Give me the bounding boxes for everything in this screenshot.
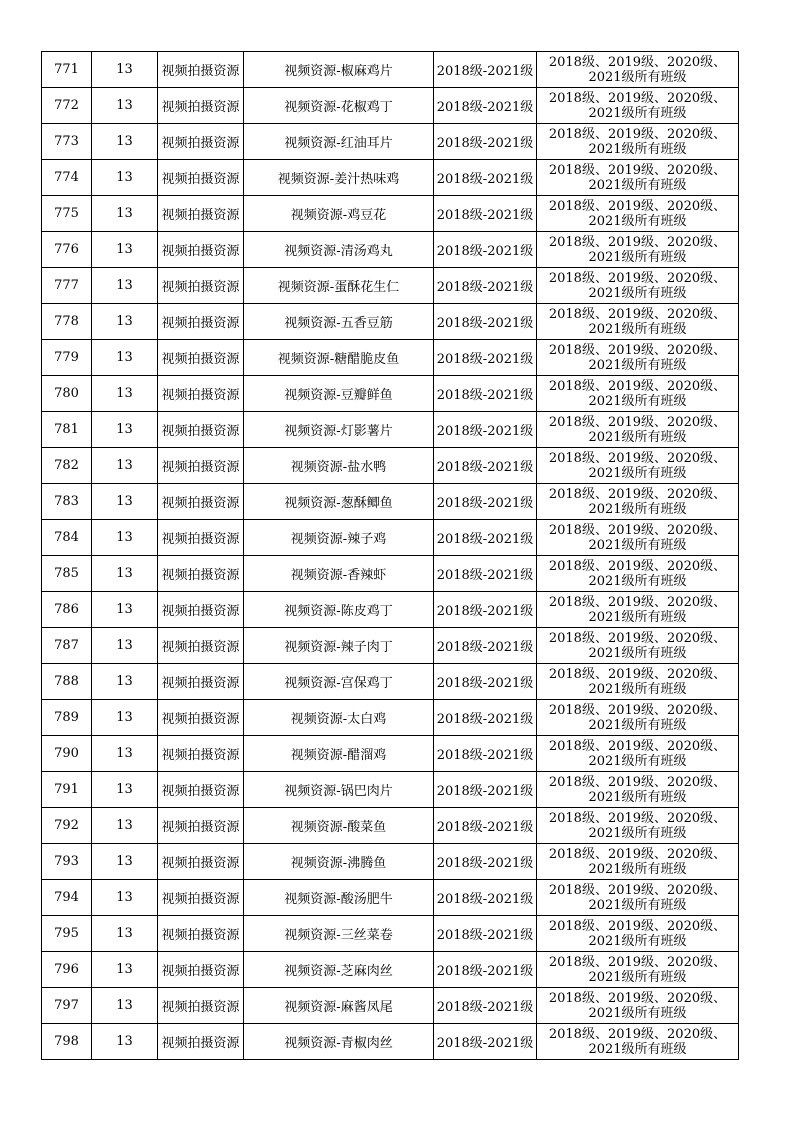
count-cell: 13	[92, 484, 158, 520]
applicable-classes-line-1: 2018级、2019级、2020级、	[548, 630, 727, 646]
applicable-classes-line-1: 2018级、2019级、2020级、	[548, 954, 727, 970]
applicable-classes-cell	[537, 952, 739, 988]
row-number-cell: 781	[42, 412, 92, 448]
count-cell: 13	[92, 448, 158, 484]
table-row	[42, 304, 739, 340]
table-row	[42, 88, 739, 124]
table-row	[42, 1024, 739, 1060]
applicable-classes-line-2: 2021级所有班级	[588, 753, 687, 769]
applicable-classes-line-2: 2021级所有班级	[588, 177, 687, 193]
applicable-classes-line-2: 2021级所有班级	[588, 969, 687, 985]
resource-type-cell: 视频拍摄资源	[158, 412, 244, 448]
resource-type-cell: 视频拍摄资源	[158, 880, 244, 916]
resource-name-cell: 视频资源-红油耳片	[244, 124, 434, 160]
row-number-cell: 779	[42, 340, 92, 376]
resource-name-cell: 视频资源-豆瓣鲜鱼	[244, 376, 434, 412]
resource-name-cell: 视频资源-灯影薯片	[244, 412, 434, 448]
table-row	[42, 772, 739, 808]
grade-range-cell: 2018级-2021级	[434, 340, 537, 376]
row-number-cell: 787	[42, 628, 92, 664]
applicable-classes-line-2: 2021级所有班级	[588, 141, 687, 157]
applicable-classes-cell	[537, 88, 739, 124]
table-row	[42, 232, 739, 268]
count-cell: 13	[92, 556, 158, 592]
applicable-classes-cell	[537, 808, 739, 844]
count-cell: 13	[92, 52, 158, 88]
resource-type-cell: 视频拍摄资源	[158, 376, 244, 412]
grade-range-cell: 2018级-2021级	[434, 160, 537, 196]
applicable-classes-line-2: 2021级所有班级	[588, 933, 687, 949]
resource-type-cell: 视频拍摄资源	[158, 916, 244, 952]
row-number-cell: 783	[42, 484, 92, 520]
resource-type-cell: 视频拍摄资源	[158, 304, 244, 340]
table-row	[42, 916, 739, 952]
grade-range-cell: 2018级-2021级	[434, 88, 537, 124]
applicable-classes-cell	[537, 484, 739, 520]
applicable-classes-line-1: 2018级、2019级、2020级、	[548, 414, 727, 430]
row-number-cell: 792	[42, 808, 92, 844]
resource-name-cell: 视频资源-蛋酥花生仁	[244, 268, 434, 304]
applicable-classes-line-2: 2021级所有班级	[588, 213, 687, 229]
grade-range-cell: 2018级-2021级	[434, 988, 537, 1024]
applicable-classes-cell	[537, 880, 739, 916]
grade-range-cell: 2018级-2021级	[434, 700, 537, 736]
resource-name-cell: 视频资源-五香豆筋	[244, 304, 434, 340]
table-row	[42, 664, 739, 700]
resource-type-cell: 视频拍摄资源	[158, 592, 244, 628]
resource-type-cell: 视频拍摄资源	[158, 1024, 244, 1060]
resource-type-cell: 视频拍摄资源	[158, 556, 244, 592]
applicable-classes-line-1: 2018级、2019级、2020级、	[548, 702, 727, 718]
count-cell: 13	[92, 916, 158, 952]
count-cell: 13	[92, 160, 158, 196]
resource-name-cell: 视频资源-酸汤肥牛	[244, 880, 434, 916]
resource-type-cell: 视频拍摄资源	[158, 160, 244, 196]
applicable-classes-cell	[537, 124, 739, 160]
applicable-classes-line-2: 2021级所有班级	[588, 1005, 687, 1021]
applicable-classes-cell	[537, 772, 739, 808]
resource-type-cell: 视频拍摄资源	[158, 196, 244, 232]
row-number-cell: 794	[42, 880, 92, 916]
resource-name-cell: 视频资源-葱酥鲫鱼	[244, 484, 434, 520]
row-number-cell: 785	[42, 556, 92, 592]
applicable-classes-line-1: 2018级、2019级、2020级、	[548, 918, 727, 934]
row-number-cell: 777	[42, 268, 92, 304]
applicable-classes-line-1: 2018级、2019级、2020级、	[548, 522, 727, 538]
table-body	[42, 52, 739, 1060]
count-cell: 13	[92, 592, 158, 628]
count-cell: 13	[92, 376, 158, 412]
resource-type-cell: 视频拍摄资源	[158, 664, 244, 700]
resource-type-cell: 视频拍摄资源	[158, 808, 244, 844]
applicable-classes-cell	[537, 52, 739, 88]
resource-type-cell: 视频拍摄资源	[158, 628, 244, 664]
table-row	[42, 376, 739, 412]
applicable-classes-line-1: 2018级、2019级、2020级、	[548, 810, 727, 826]
count-cell: 13	[92, 664, 158, 700]
row-number-cell: 789	[42, 700, 92, 736]
resource-type-cell: 视频拍摄资源	[158, 736, 244, 772]
resource-type-cell: 视频拍摄资源	[158, 844, 244, 880]
row-number-cell: 795	[42, 916, 92, 952]
row-number-cell: 771	[42, 52, 92, 88]
applicable-classes-line-1: 2018级、2019级、2020级、	[548, 594, 727, 610]
grade-range-cell: 2018级-2021级	[434, 556, 537, 592]
applicable-classes-line-1: 2018级、2019级、2020级、	[548, 558, 727, 574]
count-cell: 13	[92, 772, 158, 808]
resource-name-cell: 视频资源-盐水鸭	[244, 448, 434, 484]
table-row	[42, 484, 739, 520]
table-row	[42, 592, 739, 628]
applicable-classes-cell	[537, 1024, 739, 1060]
table-row	[42, 808, 739, 844]
applicable-classes-line-2: 2021级所有班级	[588, 393, 687, 409]
grade-range-cell: 2018级-2021级	[434, 952, 537, 988]
applicable-classes-line-2: 2021级所有班级	[588, 1041, 687, 1057]
resource-name-cell: 视频资源-三丝菜卷	[244, 916, 434, 952]
applicable-classes-line-2: 2021级所有班级	[588, 825, 687, 841]
applicable-classes-line-2: 2021级所有班级	[588, 645, 687, 661]
resource-type-cell: 视频拍摄资源	[158, 700, 244, 736]
resource-name-cell: 视频资源-陈皮鸡丁	[244, 592, 434, 628]
applicable-classes-line-2: 2021级所有班级	[588, 465, 687, 481]
row-number-cell: 782	[42, 448, 92, 484]
applicable-classes-cell	[537, 520, 739, 556]
table-row	[42, 952, 739, 988]
table-row	[42, 268, 739, 304]
count-cell: 13	[92, 880, 158, 916]
applicable-classes-line-1: 2018级、2019级、2020级、	[548, 882, 727, 898]
applicable-classes-line-2: 2021级所有班级	[588, 717, 687, 733]
resource-type-cell: 视频拍摄资源	[158, 232, 244, 268]
applicable-classes-cell	[537, 844, 739, 880]
resource-table	[41, 51, 739, 1060]
applicable-classes-line-1: 2018级、2019级、2020级、	[548, 162, 727, 178]
resource-name-cell: 视频资源-椒麻鸡片	[244, 52, 434, 88]
row-number-cell: 772	[42, 88, 92, 124]
row-number-cell: 788	[42, 664, 92, 700]
grade-range-cell: 2018级-2021级	[434, 304, 537, 340]
count-cell: 13	[92, 232, 158, 268]
resource-name-cell: 视频资源-辣子肉丁	[244, 628, 434, 664]
table-row	[42, 52, 739, 88]
row-number-cell: 784	[42, 520, 92, 556]
count-cell: 13	[92, 700, 158, 736]
applicable-classes-cell	[537, 268, 739, 304]
applicable-classes-cell	[537, 664, 739, 700]
applicable-classes-line-1: 2018级、2019级、2020级、	[548, 198, 727, 214]
count-cell: 13	[92, 1024, 158, 1060]
count-cell: 13	[92, 628, 158, 664]
grade-range-cell: 2018级-2021级	[434, 124, 537, 160]
row-number-cell: 790	[42, 736, 92, 772]
grade-range-cell: 2018级-2021级	[434, 772, 537, 808]
applicable-classes-cell	[537, 304, 739, 340]
applicable-classes-cell	[537, 376, 739, 412]
applicable-classes-line-1: 2018级、2019级、2020级、	[548, 1026, 727, 1042]
resource-name-cell: 视频资源-鸡豆花	[244, 196, 434, 232]
applicable-classes-line-2: 2021级所有班级	[588, 897, 687, 913]
row-number-cell: 774	[42, 160, 92, 196]
applicable-classes-line-2: 2021级所有班级	[588, 573, 687, 589]
grade-range-cell: 2018级-2021级	[434, 520, 537, 556]
resource-type-cell: 视频拍摄资源	[158, 520, 244, 556]
table-row	[42, 556, 739, 592]
resource-type-cell: 视频拍摄资源	[158, 772, 244, 808]
table-row	[42, 700, 739, 736]
applicable-classes-line-1: 2018级、2019级、2020级、	[548, 666, 727, 682]
count-cell: 13	[92, 124, 158, 160]
applicable-classes-line-1: 2018级、2019级、2020级、	[548, 54, 727, 70]
resource-name-cell: 视频资源-清汤鸡丸	[244, 232, 434, 268]
applicable-classes-cell	[537, 628, 739, 664]
table-row	[42, 736, 739, 772]
applicable-classes-line-2: 2021级所有班级	[588, 105, 687, 121]
count-cell: 13	[92, 304, 158, 340]
resource-type-cell: 视频拍摄资源	[158, 52, 244, 88]
count-cell: 13	[92, 844, 158, 880]
row-number-cell: 775	[42, 196, 92, 232]
row-number-cell: 776	[42, 232, 92, 268]
count-cell: 13	[92, 412, 158, 448]
applicable-classes-line-1: 2018级、2019级、2020级、	[548, 450, 727, 466]
grade-range-cell: 2018级-2021级	[434, 664, 537, 700]
applicable-classes-cell	[537, 412, 739, 448]
count-cell: 13	[92, 88, 158, 124]
grade-range-cell: 2018级-2021级	[434, 484, 537, 520]
applicable-classes-cell	[537, 988, 739, 1024]
table-row	[42, 880, 739, 916]
grade-range-cell: 2018级-2021级	[434, 844, 537, 880]
applicable-classes-cell	[537, 448, 739, 484]
grade-range-cell: 2018级-2021级	[434, 1024, 537, 1060]
grade-range-cell: 2018级-2021级	[434, 592, 537, 628]
applicable-classes-line-1: 2018级、2019级、2020级、	[548, 126, 727, 142]
count-cell: 13	[92, 988, 158, 1024]
resource-type-cell: 视频拍摄资源	[158, 952, 244, 988]
applicable-classes-line-2: 2021级所有班级	[588, 69, 687, 85]
applicable-classes-line-2: 2021级所有班级	[588, 861, 687, 877]
row-number-cell: 796	[42, 952, 92, 988]
resource-name-cell: 视频资源-锅巴肉片	[244, 772, 434, 808]
grade-range-cell: 2018级-2021级	[434, 808, 537, 844]
resource-name-cell: 视频资源-辣子鸡	[244, 520, 434, 556]
grade-range-cell: 2018级-2021级	[434, 916, 537, 952]
applicable-classes-line-2: 2021级所有班级	[588, 249, 687, 265]
count-cell: 13	[92, 952, 158, 988]
table-row	[42, 628, 739, 664]
count-cell: 13	[92, 196, 158, 232]
row-number-cell: 778	[42, 304, 92, 340]
count-cell: 13	[92, 340, 158, 376]
row-number-cell: 791	[42, 772, 92, 808]
applicable-classes-line-1: 2018级、2019级、2020级、	[548, 306, 727, 322]
applicable-classes-line-1: 2018级、2019级、2020级、	[548, 90, 727, 106]
applicable-classes-cell	[537, 556, 739, 592]
resource-name-cell: 视频资源-香辣虾	[244, 556, 434, 592]
table-row	[42, 196, 739, 232]
applicable-classes-line-1: 2018级、2019级、2020级、	[548, 378, 727, 394]
row-number-cell: 797	[42, 988, 92, 1024]
row-number-cell: 780	[42, 376, 92, 412]
applicable-classes-line-1: 2018级、2019级、2020级、	[548, 774, 727, 790]
applicable-classes-line-2: 2021级所有班级	[588, 357, 687, 373]
table-row	[42, 844, 739, 880]
row-number-cell: 798	[42, 1024, 92, 1060]
grade-range-cell: 2018级-2021级	[434, 448, 537, 484]
applicable-classes-line-1: 2018级、2019级、2020级、	[548, 738, 727, 754]
applicable-classes-cell	[537, 592, 739, 628]
applicable-classes-line-1: 2018级、2019级、2020级、	[548, 486, 727, 502]
applicable-classes-line-2: 2021级所有班级	[588, 681, 687, 697]
applicable-classes-cell	[537, 160, 739, 196]
resource-type-cell: 视频拍摄资源	[158, 988, 244, 1024]
applicable-classes-line-2: 2021级所有班级	[588, 609, 687, 625]
table-row	[42, 340, 739, 376]
table-row	[42, 448, 739, 484]
grade-range-cell: 2018级-2021级	[434, 376, 537, 412]
count-cell: 13	[92, 808, 158, 844]
resource-name-cell: 视频资源-芝麻肉丝	[244, 952, 434, 988]
count-cell: 13	[92, 520, 158, 556]
applicable-classes-line-2: 2021级所有班级	[588, 285, 687, 301]
applicable-classes-line-2: 2021级所有班级	[588, 537, 687, 553]
applicable-classes-cell	[537, 196, 739, 232]
applicable-classes-line-1: 2018级、2019级、2020级、	[548, 270, 727, 286]
row-number-cell: 773	[42, 124, 92, 160]
resource-name-cell: 视频资源-糖醋脆皮鱼	[244, 340, 434, 376]
table-row	[42, 412, 739, 448]
grade-range-cell: 2018级-2021级	[434, 196, 537, 232]
applicable-classes-cell	[537, 736, 739, 772]
applicable-classes-line-1: 2018级、2019级、2020级、	[548, 342, 727, 358]
resource-name-cell: 视频资源-宫保鸡丁	[244, 664, 434, 700]
resource-name-cell: 视频资源-姜汁热味鸡	[244, 160, 434, 196]
resource-type-cell: 视频拍摄资源	[158, 340, 244, 376]
applicable-classes-line-2: 2021级所有班级	[588, 429, 687, 445]
grade-range-cell: 2018级-2021级	[434, 880, 537, 916]
grade-range-cell: 2018级-2021级	[434, 628, 537, 664]
count-cell: 13	[92, 268, 158, 304]
resource-type-cell: 视频拍摄资源	[158, 124, 244, 160]
resource-type-cell: 视频拍摄资源	[158, 88, 244, 124]
resource-name-cell: 视频资源-青椒肉丝	[244, 1024, 434, 1060]
resource-name-cell: 视频资源-酸菜鱼	[244, 808, 434, 844]
grade-range-cell: 2018级-2021级	[434, 232, 537, 268]
resource-type-cell: 视频拍摄资源	[158, 448, 244, 484]
applicable-classes-line-2: 2021级所有班级	[588, 501, 687, 517]
table-row	[42, 520, 739, 556]
grade-range-cell: 2018级-2021级	[434, 412, 537, 448]
applicable-classes-cell	[537, 340, 739, 376]
grade-range-cell: 2018级-2021级	[434, 52, 537, 88]
row-number-cell: 786	[42, 592, 92, 628]
table-row	[42, 160, 739, 196]
grade-range-cell: 2018级-2021级	[434, 736, 537, 772]
table-row	[42, 988, 739, 1024]
applicable-classes-line-1: 2018级、2019级、2020级、	[548, 990, 727, 1006]
applicable-classes-line-1: 2018级、2019级、2020级、	[548, 846, 727, 862]
applicable-classes-line-2: 2021级所有班级	[588, 789, 687, 805]
resource-name-cell: 视频资源-太白鸡	[244, 700, 434, 736]
resource-type-cell: 视频拍摄资源	[158, 268, 244, 304]
applicable-classes-line-1: 2018级、2019级、2020级、	[548, 234, 727, 250]
count-cell: 13	[92, 736, 158, 772]
table-row	[42, 124, 739, 160]
row-number-cell: 793	[42, 844, 92, 880]
resource-name-cell: 视频资源-沸腾鱼	[244, 844, 434, 880]
resource-type-cell: 视频拍摄资源	[158, 484, 244, 520]
grade-range-cell: 2018级-2021级	[434, 268, 537, 304]
applicable-classes-cell	[537, 232, 739, 268]
resource-name-cell: 视频资源-花椒鸡丁	[244, 88, 434, 124]
resource-name-cell: 视频资源-醋溜鸡	[244, 736, 434, 772]
applicable-classes-cell	[537, 700, 739, 736]
applicable-classes-cell	[537, 916, 739, 952]
applicable-classes-line-2: 2021级所有班级	[588, 321, 687, 337]
resource-name-cell: 视频资源-麻酱凤尾	[244, 988, 434, 1024]
